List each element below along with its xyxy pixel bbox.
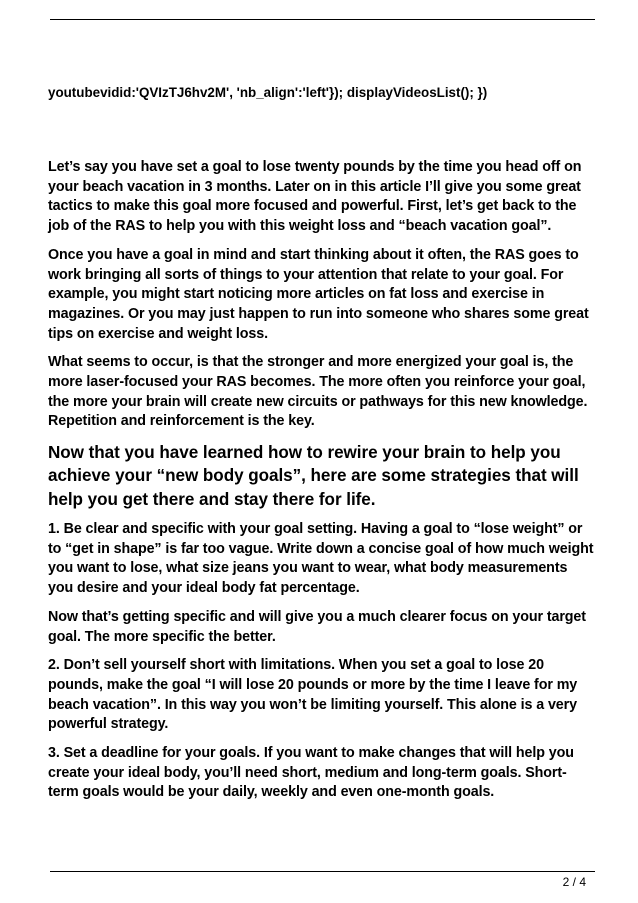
footer-rule (50, 871, 595, 872)
script-snippet-text: youtubevidid:'QVIzTJ6hv2M', 'nb_align':'left'}); displayVideosList(); }) (48, 85, 488, 100)
page-content (48, 84, 596, 812)
section-heading: Now that you have learned how to rewire your brain to help you achieve your “new body goals”, here are some strategies that will help you get there and stay there for life. (48, 443, 579, 509)
paragraph-reinforcement: What seems to occur, is that the stronger and more energized your goal is, the more laser-focused your RAS becomes. The more often you reinforce your goal, the more your brain will create new circuits or pathways for this new knowledge. Repetition and reinforcement is the key. (48, 354, 588, 430)
tip-3-paragraph: 3. Set a deadline for your goals. If you want to make changes that will help you create your ideal body, you’ll need short, medium and long-term goals. Short-term goals would be your daily, weekly and even one-month goals. (48, 745, 574, 801)
tip-1-paragraph: 1. Be clear and specific with your goal setting. Having a goal to “lose weight” or to “get in shape” is far too vague. Write down a concise goal of how much weight you want to lose, what size jeans you want to wear, what body measurements you desire and your ideal body fat percentage. (48, 521, 594, 597)
paragraph-goal-example: Let’s say you have set a goal to lose twenty pounds by the time you head off on your beach vacation in 3 months. Later on in this article I’ll give you some great tactics to make this goal more focused and powerful. First, let’s get back to the job of the RAS to help you with this weight loss and “beach vacation goal”. (48, 159, 582, 235)
page-number: 2 / 4 (562, 875, 586, 889)
paragraph-ras-attention: Once you have a goal in mind and start thinking about it often, the RAS goes to work bringing all sorts of things to your attention that relate to your goal. For example, you might start noticing more articles on fat loss and exercise in magazines. Or you may just happen to run into someone who shares some great tips on exercise and weight loss. (48, 246, 589, 342)
tip-1-followup-paragraph: Now that’s getting specific and will give you a much clearer focus on your target goal. The more specific the better. (48, 608, 586, 645)
tip-2-paragraph: 2. Don’t sell yourself short with limitations. When you set a goal to lose 20 pounds, make the goal “I will lose 20 pounds or more by the time I leave for my beach vacation”. In this way you won’t be limiting yourself. This alone is a very powerful strategy. (48, 657, 578, 733)
header-rule (50, 19, 595, 20)
